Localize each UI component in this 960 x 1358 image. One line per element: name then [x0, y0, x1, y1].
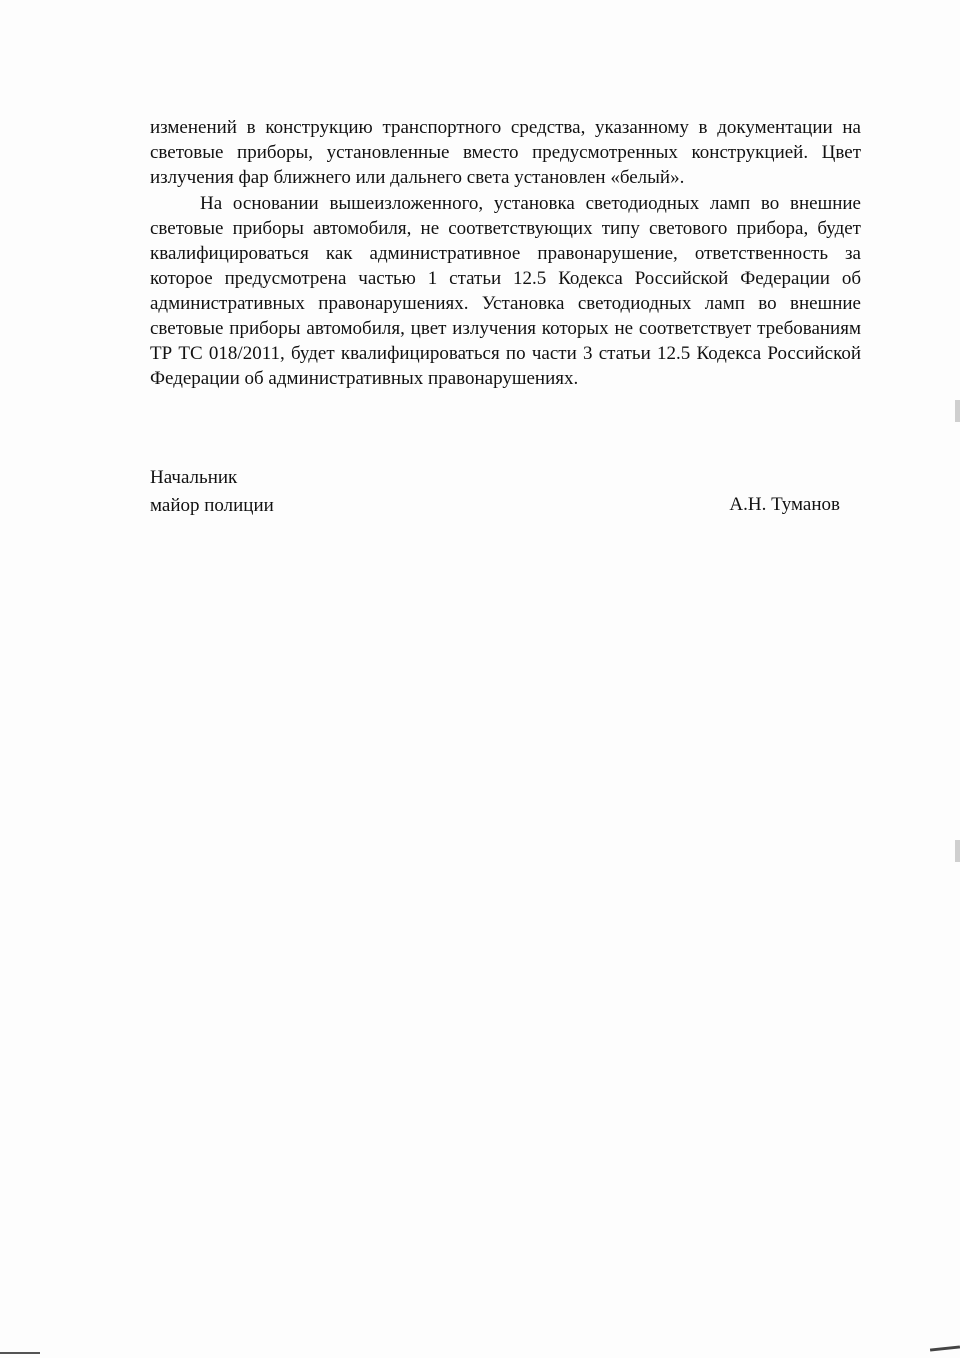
scan-artifact	[0, 1352, 40, 1354]
position-title: Начальник	[150, 467, 238, 488]
scan-artifact	[955, 840, 960, 862]
signatory-name: А.Н. Туманов	[729, 494, 840, 515]
document-body	[150, 115, 861, 391]
paragraph-conclusion: На основании вышеизложенного, установка светодиодных ламп во внешние световые приборы автомобиля, не соответствующих типу светового прибора, будет квалифицироваться как административное правонарушение, ответственность за которое предусмотрена частью 1 статьи 12.5 Кодекса Российской Федерации об административных правонарушениях. Установка светодиодных ламп во внешние световые приборы автомобиля, цвет излучения которых не соответствует требованиям ТР ТС 018/2011, будет квалифицироваться по части 3 статьи 12.5 Кодекса Российской Федерации об административных правонарушениях.	[150, 193, 861, 389]
position-rank: майор полиции	[150, 495, 274, 516]
scan-artifact	[955, 400, 960, 422]
scan-artifact	[930, 1345, 960, 1351]
paragraph-continuation: изменений в конструкцию транспортного средства, указанному в документации на световые приборы, установленные вместо предусмотренных конструкцией. Цвет излучения фар ближнего или дальнего света установлен «белый».	[150, 117, 861, 188]
signatory-position	[150, 464, 274, 520]
